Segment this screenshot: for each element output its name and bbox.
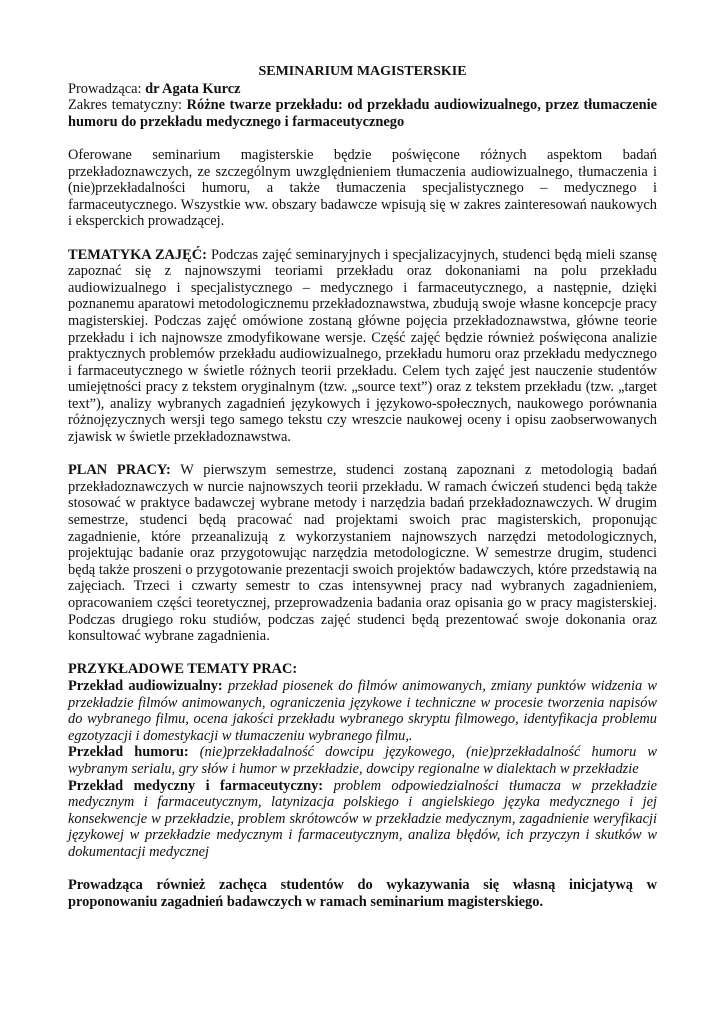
closing-paragraph: Prowadząca również zachęca studentów do wykazywania się własną inicjatywą w proponowaniu zagadnień badawczych w ramach seminarium magisterskiego. xyxy=(68,877,657,910)
lecturer-name: dr Agata Kurcz xyxy=(145,80,241,97)
scope-line xyxy=(68,97,657,130)
spacer xyxy=(68,861,657,878)
example-item xyxy=(68,778,657,861)
plan-paragraph xyxy=(68,462,657,645)
example-item xyxy=(68,678,657,744)
spacer xyxy=(68,230,657,247)
lecturer-line xyxy=(68,81,657,98)
example-label: Przekład humoru: xyxy=(68,744,189,761)
spacer xyxy=(68,446,657,463)
document-title: SEMINARIUM MAGISTERSKIE xyxy=(258,64,467,79)
scope-label: Zakres tematyczny: xyxy=(68,97,183,114)
plan-text: W pierwszym semestrze, studenci zostaną zapoznani z metodologią badań przekładoznawczych w nurcie najnowszych teorii przekładu. W ramach ćwiczeń studenci będą także stosować w praktyce badawczej wybrane metody i narzędzia badań przekładoznawczych. W drugim semestrze, studenci będą pracować nad projektami swoich prac magisterskich, proponując zagadnienie, które przeanalizują z wykorzystaniem najnowszych narzędzi metodologicznych, projektując badanie oraz przygotowując narzędzia metodologiczne. W semestrze drugim, studenci będą także proszeni o przygotowanie prezentacji swoich projektów badawczych, które przedstawią na zajęciach. Trzeci i czwarty semestr to czas intensywnej pracy nad wybranych zagadnieniem, opracowaniem części teoretycznej, przeprowadzenia badania oraz opisania go w pracy magisterskiej. Podczas drugiego roku studiów, podczas zajęć studenci będą prezentować swoje dokonania oraz konsultować wybrane zagadnienia. xyxy=(68,462,658,645)
topics-text: Podczas zajęć seminaryjnych i specjalizacyjnych, studenci będą mieli szansę zapoznać się z najnowszymi teoriami przekładu oraz dokonaniami na polu przekładu audiowizualnego i specjalistycznego – medycznego i farmaceutycznego, a następnie, dzięki poznanemu aparatowi metodologicznemu przekładoznawstwa, zbudują swoje własne koncepcje pracy magisterskiej. Podczas zajęć omówione zostaną główne pojęcia przekładoznawstwa, główne teorie przekładu i ich najnowsze zmodyfikowane wersje. Część zajęć będzie również poświęcona analizie praktycznych problemów przekładu audiowizualnego, przekładu humoru oraz przekładu medycznego i farmaceutycznego w świetle różnych teorii przekładu. Celem tych zajęć jest nauczenie studentów umiejętności pracy z tekstem oryginalnym (tzw. „source text”) oraz z tekstem przekładu (tzw. „target text”), analizy wybranych zagadnień językowych i językowo-społecznych, naukowego porównania różnojęzycznych wersji tego samego tekstu czy wreszcie naukowej oceny i opisu zaobserwowanych zjawisk w świetle przekładoznawstwa. xyxy=(68,246,657,446)
example-text: przekład piosenek do filmów animowanych, zmiany punktów widzenia w przekładzie filmów animowanych, ograniczenia językowe i techniczne w procesie tworzenia napisów do wybranego filmu, ocena jakości przekładu wybranego skryptu filmowego, identyfikacja problemu egzotyzacji i domestykacji w tłumaczeniu wybranego filmu,. xyxy=(68,677,657,744)
spacer xyxy=(68,645,657,662)
scope-value: Różne twarze przekładu: od przekładu audiowizualnego, przez tłumaczenie humoru do przekładu medycznego i farmaceutycznego xyxy=(68,97,657,130)
example-item xyxy=(68,744,657,777)
example-label: Przekład medyczny i farmaceutyczny: xyxy=(68,777,324,794)
lecturer-label: Prowadząca: xyxy=(68,80,142,97)
topics-paragraph xyxy=(68,247,657,446)
intro-paragraph: Oferowane seminarium magisterskie będzie poświęcone różnych aspektom badań przekładoznawczych, ze szczególnym uwzględnieniem tłumaczenia audiowizualnego, tłumaczenia i (nie)przekładalności humoru, a także tłumaczenia specjalistycznego – medycznego i farmaceutycznego. Wszystkie ww. obszary badawcze wpisują się w zakres zainteresowań naukowych i eksperckich prowadzącej. xyxy=(68,146,657,230)
spacer xyxy=(68,130,657,147)
example-label: Przekład audiowizualny: xyxy=(68,677,223,694)
example-text: problem odpowiedzialności tłumacza w przekładzie medycznym i farmaceutycznym, latynizacja polskiego i angielskiego języka medycznego i jej konsekwencje w przekładzie, problem skrótowców w przekładzie medycznym, zagadnienie weryfikacji językowej w przekładzie medycznym i farmaceutycznym, analiza błędów, ich przyczyn i skutków w dokumentacji medycznej xyxy=(68,777,657,860)
topics-heading: TEMATYKA ZAJĘĆ: xyxy=(68,246,207,263)
plan-heading: PLAN PRACY: xyxy=(68,462,171,479)
examples-heading: PRZYKŁADOWE TEMATY PRAC: xyxy=(68,661,298,678)
example-text: (nie)przekładalność dowcipu językowego, (nie)przekładalność humoru w wybranym serialu, gry słów i humor w przekładzie, dowcipy regionalne w dialektach w przekładzie xyxy=(68,744,657,777)
document-page xyxy=(68,64,657,910)
